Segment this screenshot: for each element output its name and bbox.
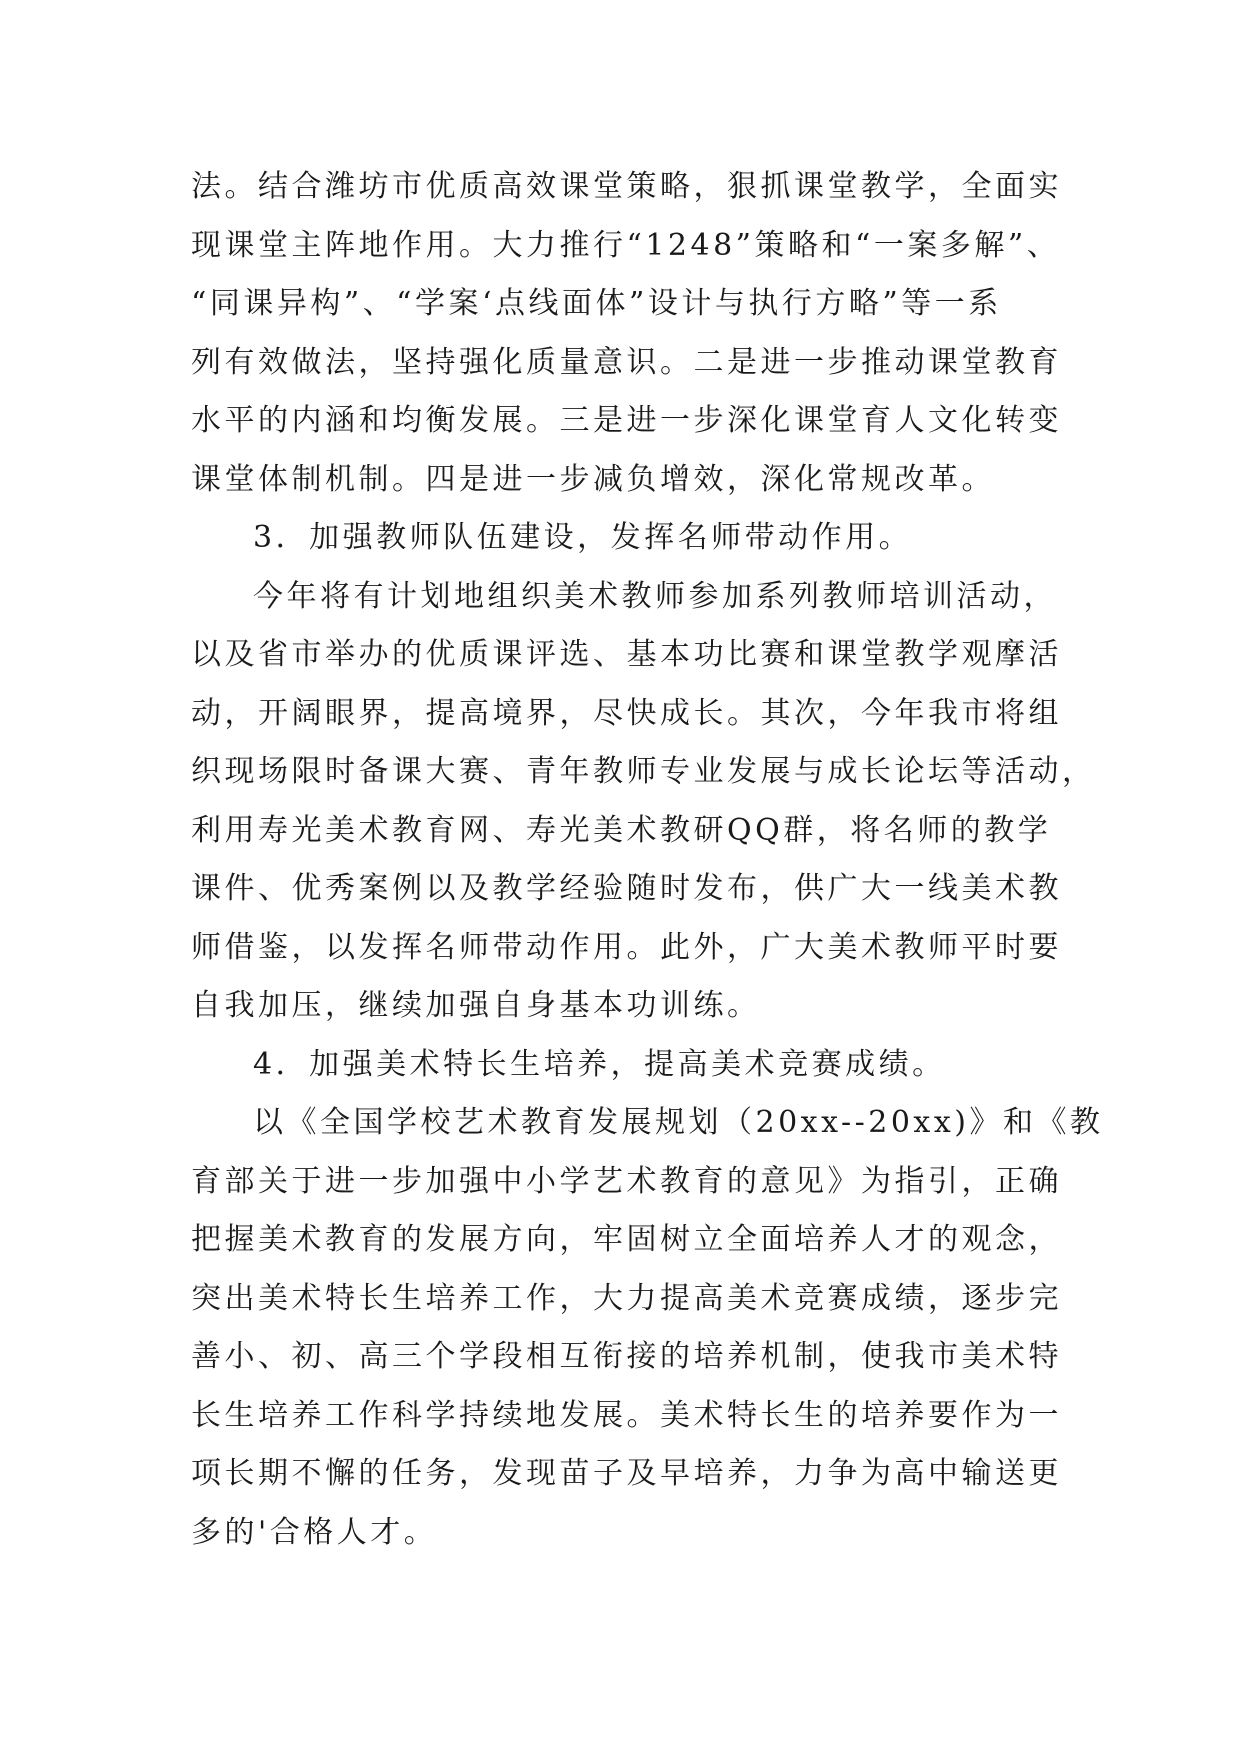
text-line: 课件、优秀案例以及教学经验随时发布，供广大一线美术教 <box>191 871 1062 906</box>
text-line: “同课异构”、“学案‘点线面体”设计与执行方略”等一系 <box>191 286 1002 321</box>
text-line: 今年将有计划地组织美术教师参加系列教师培训活动， <box>253 578 1057 614</box>
document-body <box>191 158 1104 1562</box>
text-line: 织现场限时备课大赛、青年教师专业发展与成长论坛等活动， <box>191 754 1096 789</box>
text-line: 以及省市举办的优质课评选、基本功比赛和课堂教学观摩活 <box>191 637 1062 672</box>
text-line: 水平的内涵和均衡发展。三是进一步深化课堂育人文化转变 <box>191 403 1062 438</box>
text-line: 课堂体制机制。四是进一步减负增效，深化常规改革。 <box>191 461 995 497</box>
text-line: 育部关于进一步加强中小学艺术教育的意见》为指引，正确 <box>191 1163 1062 1199</box>
text-line: 列有效做法，坚持强化质量意识。二是进一步推动课堂教育 <box>191 344 1062 380</box>
text-line: 项长期不懈的任务，发现苗子及早培养，力争为高中输送更 <box>191 1456 1062 1491</box>
text-line: 长生培养工作科学持续地发展。美术特长生的培养要作为一 <box>191 1397 1062 1433</box>
section-heading: 4．加强美术特长生培养，提高美术竞赛成绩。 <box>253 1046 946 1082</box>
text-line: 把握美术教育的发展方向，牢固树立全面培养人才的观念， <box>191 1222 1062 1257</box>
text-line: 多的'合格人才。 <box>191 1514 438 1550</box>
text-line: 利用寿光美术教育网、寿光美术教研QQ群，将名师的教学 <box>191 812 1052 848</box>
text-line: 以《全国学校艺术教育发展规划（20xx--20xx)》和《教 <box>253 1105 1104 1140</box>
section-heading: 3．加强教师队伍建设，发挥名师带动作用。 <box>253 520 913 555</box>
text-line: 自我加压，继续加强自身基本功训练。 <box>191 988 761 1023</box>
text-line: 法。结合潍坊市优质高效课堂策略，狠抓课堂教学，全面实 <box>191 169 1062 204</box>
text-line: 善小、初、高三个学段相互衔接的培养机制，使我市美术特 <box>191 1339 1062 1374</box>
text-line: 动，开阔眼界，提高境界，尽快成长。其次，今年我市将组 <box>191 695 1062 731</box>
text-line: 突出美术特长生培养工作，大力提高美术竞赛成绩，逐步完 <box>191 1280 1062 1316</box>
text-line: 师借鉴，以发挥名师带动作用。此外，广大美术教师平时要 <box>191 929 1062 965</box>
text-line: 现课堂主阵地作用。大力推行“1248”策略和“一案多解”、 <box>191 227 1061 263</box>
